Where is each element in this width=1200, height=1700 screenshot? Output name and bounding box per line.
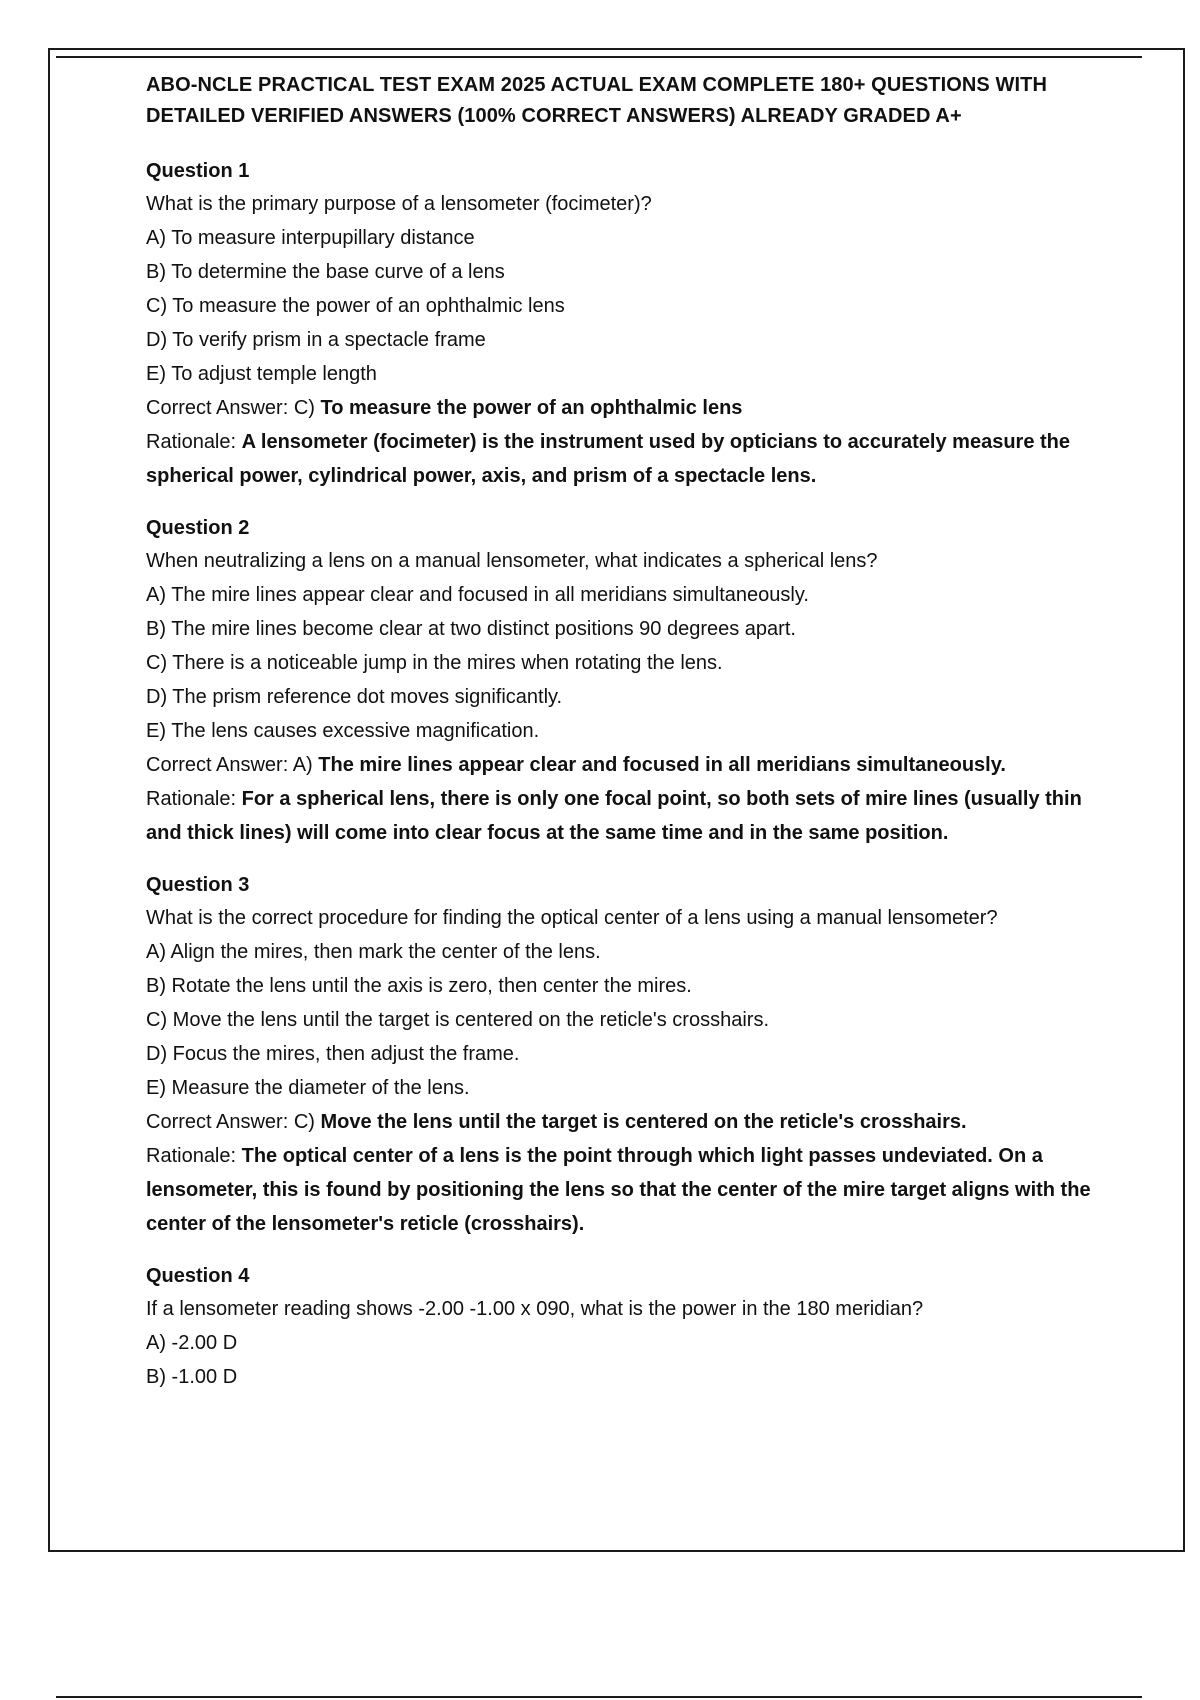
question-stem: What is the correct procedure for finding the optical center of a lens using a manual lensometer? — [146, 907, 998, 929]
option-e: E) The lens causes excessive magnification. — [146, 720, 540, 742]
correct-answer-label: Correct Answer: C) — [146, 1111, 315, 1133]
document-body — [146, 70, 1106, 1412]
question-stem: What is the primary purpose of a lensometer (focimeter)? — [146, 193, 652, 215]
question-heading: Question 1 — [146, 160, 250, 182]
option-a: A) -2.00 D — [146, 1332, 238, 1354]
option-a: A) To measure interpupillary distance — [146, 227, 475, 249]
option-c: C) To measure the power of an ophthalmic lens — [146, 295, 565, 317]
correct-answer-text: To measure the power of an ophthalmic lens — [320, 397, 743, 419]
correct-answer-text: The mire lines appear clear and focused in all meridians simultaneously. — [318, 754, 1006, 776]
option-a: A) The mire lines appear clear and focused in all meridians simultaneously. — [146, 584, 809, 606]
question-heading: Question 4 — [146, 1265, 250, 1287]
option-d: D) The prism reference dot moves significantly. — [146, 686, 563, 708]
option-d: D) Focus the mires, then adjust the frame. — [146, 1043, 520, 1065]
rationale — [146, 1139, 1106, 1241]
option-b: B) To determine the base curve of a lens — [146, 261, 505, 283]
option-c: C) There is a noticeable jump in the mires when rotating the lens. — [146, 652, 723, 674]
rationale — [146, 425, 1106, 493]
option-b: B) The mire lines become clear at two distinct positions 90 degrees apart. — [146, 618, 796, 640]
question-heading: Question 3 — [146, 874, 250, 896]
question-stem: If a lensometer reading shows -2.00 -1.00 x 090, what is the power in the 180 meridian? — [146, 1298, 924, 1320]
title-line-2: DETAILED VERIFIED ANSWERS (100% CORRECT ANSWERS) ALREADY GRADED A+ — [146, 105, 962, 127]
rationale-label: Rationale: — [146, 788, 237, 810]
title-line-1: ABO-NCLE PRACTICAL TEST EXAM 2025 ACTUAL EXAM COMPLETE 180+ QUESTIONS WITH — [146, 74, 1048, 96]
correct-answer-text: Move the lens until the target is centered on the reticle's crosshairs. — [320, 1111, 967, 1133]
rationale-text: The optical center of a lens is the point through which light passes undeviated. On a lensometer, this is found by positioning the lens so that the center of the mire target aligns with the center of the lensometer's reticle (crosshairs). — [146, 1145, 1091, 1235]
question-heading: Question 2 — [146, 517, 250, 539]
question-1 — [146, 154, 1106, 493]
rationale-text: For a spherical lens, there is only one focal point, so both sets of mire lines (usually thin and thick lines) will come into clear focus at the same time and in the same position. — [146, 788, 1082, 844]
option-e: E) Measure the diameter of the lens. — [146, 1077, 470, 1099]
option-b: B) Rotate the lens until the axis is zero, then center the mires. — [146, 975, 692, 997]
correct-answer — [146, 1105, 1106, 1139]
rationale-label: Rationale: — [146, 431, 237, 453]
option-c: C) Move the lens until the target is centered on the reticle's crosshairs. — [146, 1009, 769, 1031]
document-title — [146, 70, 1106, 132]
question-3 — [146, 868, 1106, 1241]
option-d: D) To verify prism in a spectacle frame — [146, 329, 486, 351]
question-4 — [146, 1259, 1106, 1394]
correct-answer-label: Correct Answer: A) — [146, 754, 313, 776]
rationale-text: A lensometer (focimeter) is the instrument used by opticians to accurately measure the spherical power, cylindrical power, axis, and prism of a spectacle lens. — [146, 431, 1071, 487]
rationale — [146, 782, 1106, 850]
question-2 — [146, 511, 1106, 850]
option-e: E) To adjust temple length — [146, 363, 377, 385]
correct-answer — [146, 391, 1106, 425]
option-a: A) Align the mires, then mark the center of the lens. — [146, 941, 601, 963]
option-b: B) -1.00 D — [146, 1366, 238, 1388]
question-stem: When neutralizing a lens on a manual lensometer, what indicates a spherical lens? — [146, 550, 878, 572]
correct-answer-label: Correct Answer: C) — [146, 397, 315, 419]
footer-rule — [56, 1696, 1142, 1698]
rationale-label: Rationale: — [146, 1145, 237, 1167]
top-rule — [56, 56, 1142, 58]
correct-answer — [146, 748, 1106, 782]
